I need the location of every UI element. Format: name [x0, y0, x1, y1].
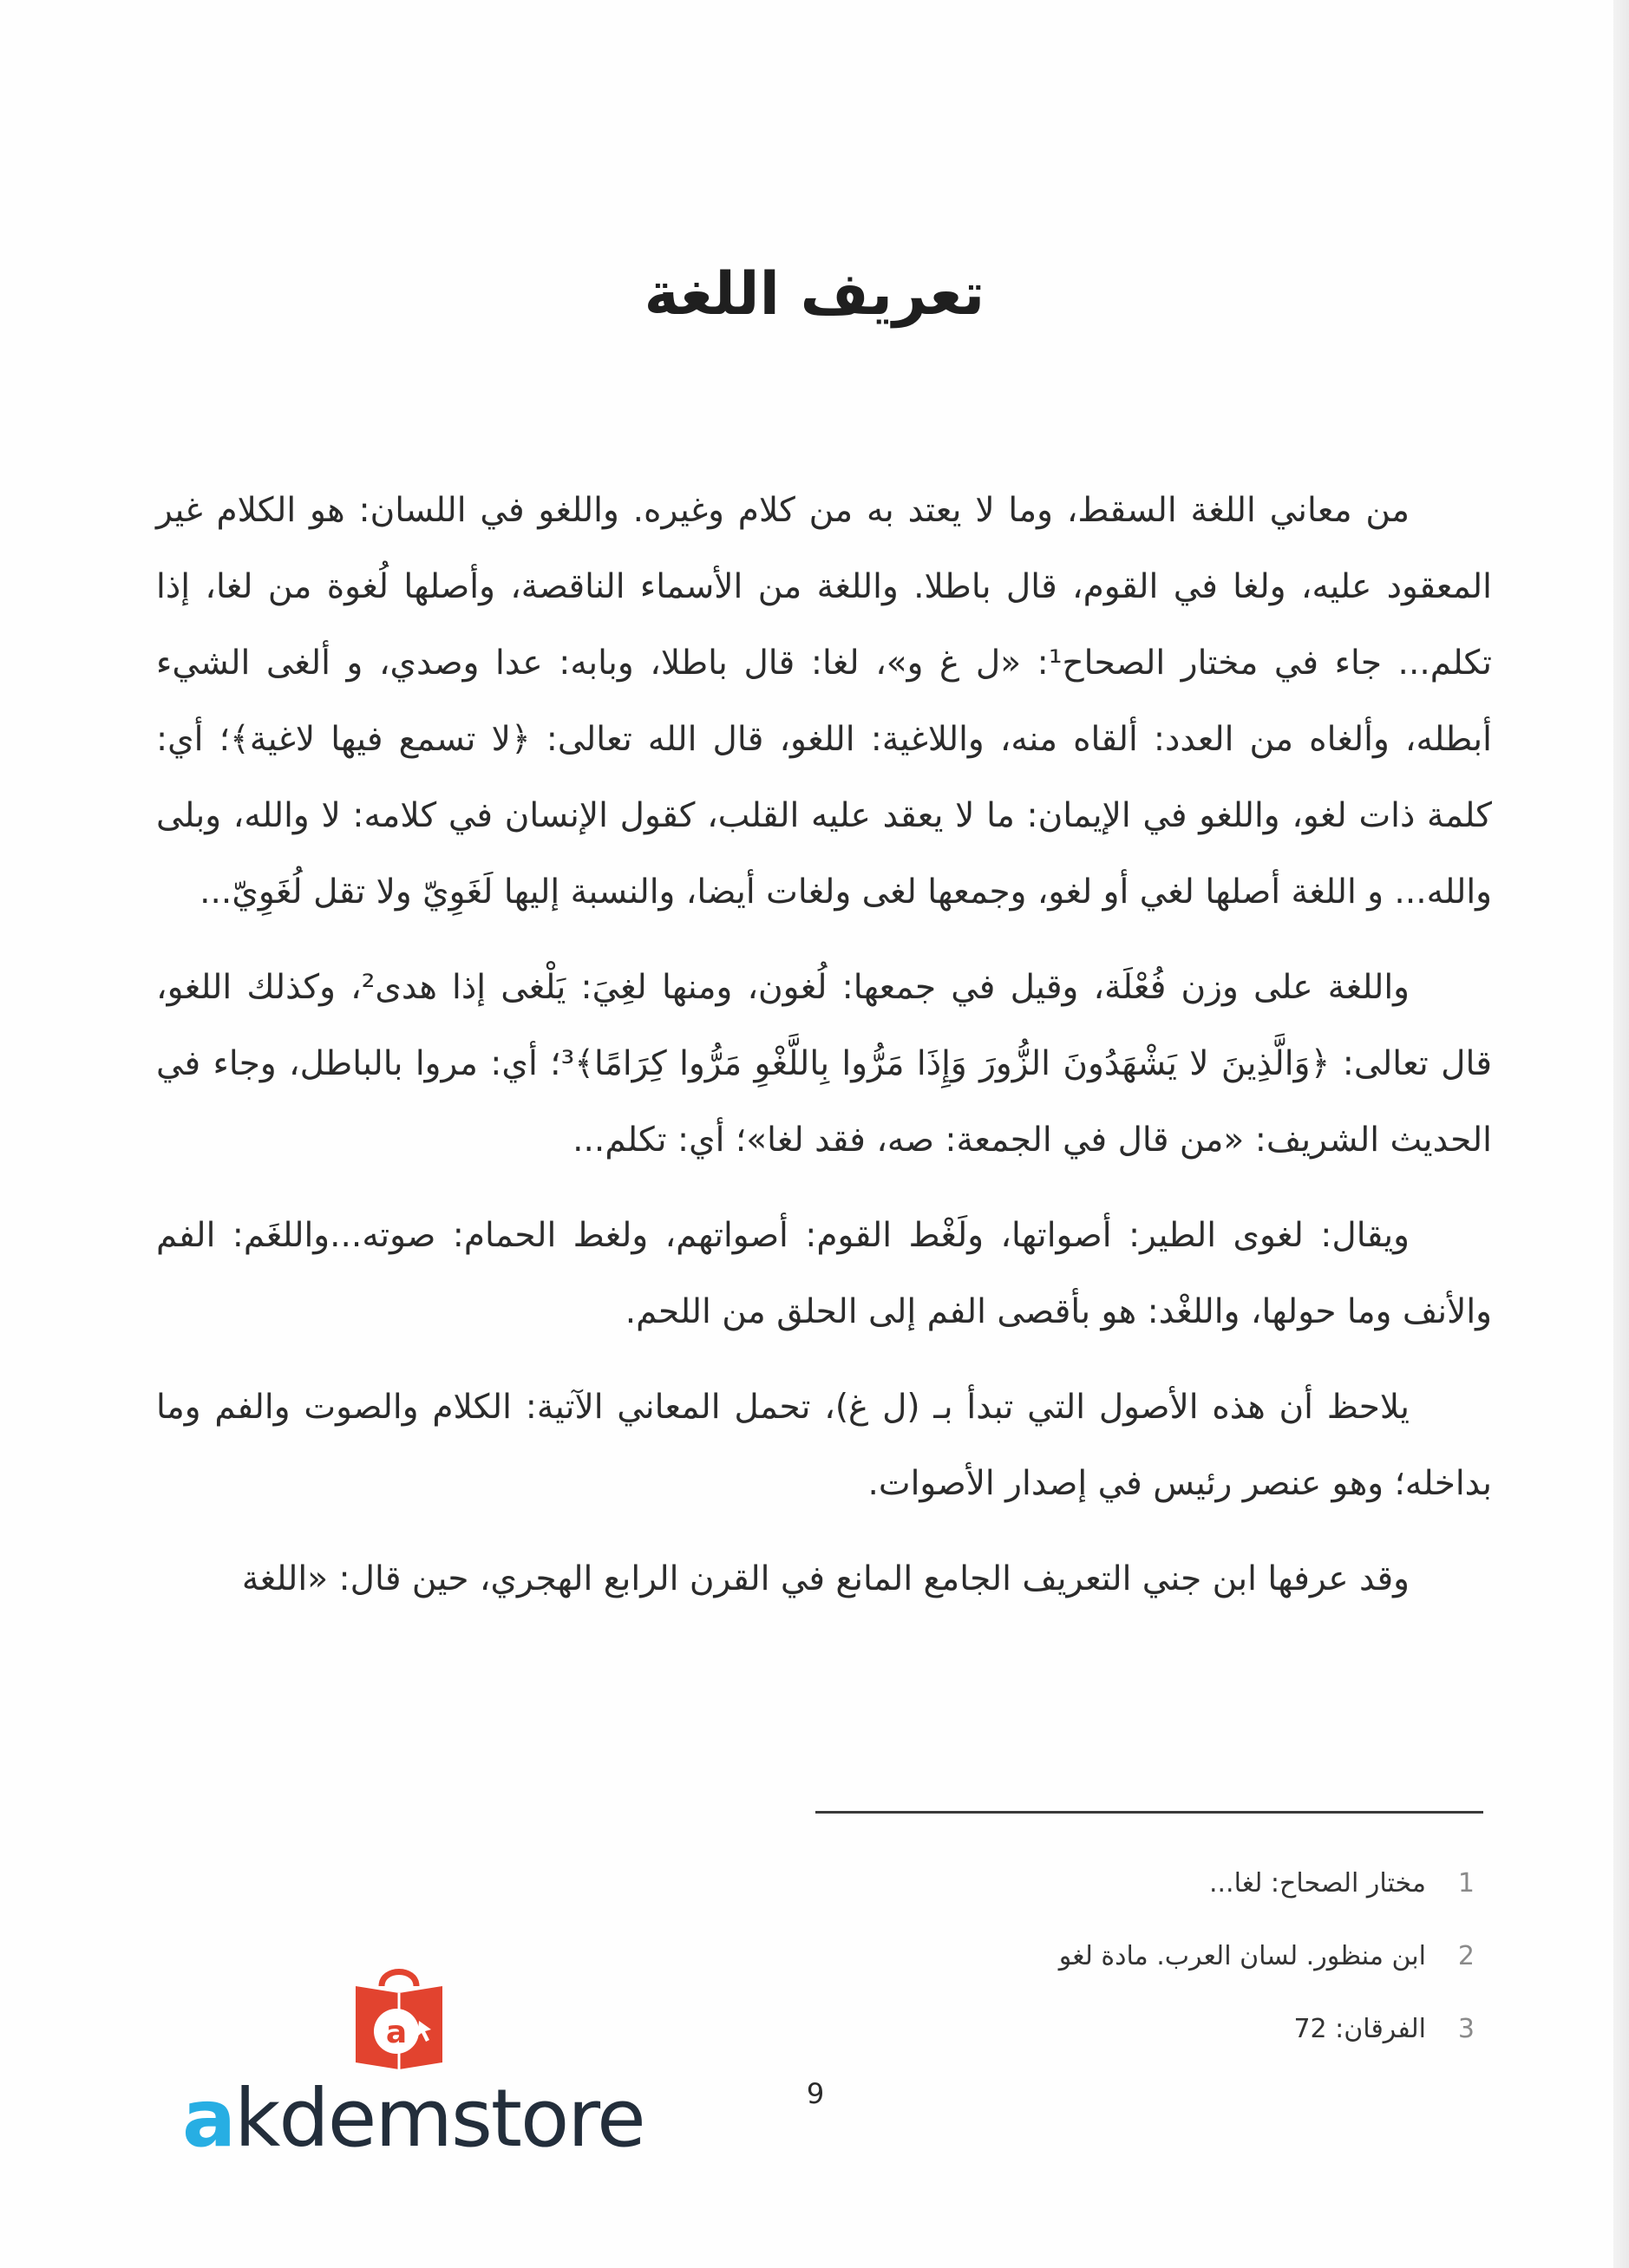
footnotes	[781, 1847, 1475, 2066]
footnote-text: مختار الصحاح: لغا...	[1208, 1868, 1426, 1899]
footnote-text: الفرقان: 72	[1293, 2014, 1426, 2044]
footnote-divider	[815, 1811, 1483, 1814]
paragraph-4: يلاحظ أن هذه الأصول التي تبدأ بـ (ل غ)، تحمل المعاني الآتية: الكلام والصوت والفم وما بداخله؛ وهو عنصر رئيس في إصدار الأصوات.	[156, 1388, 1492, 1503]
body-text	[156, 473, 1492, 1637]
page-number: 9	[806, 2077, 825, 2110]
logo-letter: a	[385, 2015, 408, 2050]
footnote-number: 1	[1457, 1868, 1475, 1899]
page-edge	[1613, 0, 1629, 2268]
logo-word-rest: kdemstore	[234, 2072, 644, 2165]
footnote-text: ابن منظور. لسان العرب. مادة لغو	[1058, 1941, 1426, 1971]
shopping-bag-icon	[343, 1960, 455, 2073]
paragraph-2: واللغة على وزن فُعْلَة، وقيل في جمعها: لُغون، ومنها لغِيَ: يَلْغى إذا هدى²، وكذلك اللغو، قال تعالى: ﴿وَالَّذِينَ لا يَشْهَدُونَ الزُّورَ وَإِذَا مَرُّوا بِاللَّغْوِ مَرُّوا كِرَامًا﴾³؛ أي: مروا بالباطل، وجاء في الحديث الشريف: «من قال في الجمعة: صه، فقد لغا»؛ أي: تكلم...	[156, 968, 1492, 1160]
footnote-3	[781, 1993, 1475, 2066]
footnote-1	[781, 1847, 1475, 1920]
paragraph-5: وقد عرفها ابن جني التعريف الجامع المانع في القرن الرابع الهجري، حين قال: «اللغة	[241, 1559, 1410, 1598]
footnote-2	[781, 1920, 1475, 1993]
store-logo	[182, 1960, 644, 2168]
footnote-number: 3	[1457, 2014, 1475, 2044]
paragraph-1: من معاني اللغة السقط، وما لا يعتد به من كلام وغيره. واللغو في اللسان: هو الكلام غير المعقود عليه، ولغا في القوم، قال باطلا. واللغة من الأسماء الناقصة، وأصلها لُغوة من لغا، إذا تكلم... جاء في مختار الصحاح¹: «ل غ و»، لغا: قال باطلا، وبابه: عدا وصدي، و ألغى الشيء أبطله، وألغاه من العدد: ألقاه منه، واللاغية: اللغو، قال الله تعالى: ﴿لا تسمع فيها لاغية﴾؛ أي: كلمة ذات لغو، واللغو في الإيمان: ما لا يعقد عليه القلب، كقول الإنسان في كلامه: لا والله، وبلى والله... و اللغة أصلها لغي أو لغو، وجمعها لغى ولغات أيضا، والنسبة إليها لَغَوِيّ ولا تقل لُغَوِيّ...	[156, 491, 1492, 912]
paragraph-3: ويقال: لغوى الطير: أصواتها، ولَغْط القوم: أصواتهم، ولغط الحمام: صوته...واللغَم: الفم والأنف وما حولها، واللغْد: هو بأقصى الفم إلى الحلق من اللحم.	[156, 1216, 1492, 1331]
logo-wordmark	[182, 2071, 644, 2167]
logo-word-first: a	[182, 2072, 235, 2165]
footnote-number: 2	[1457, 1941, 1475, 1971]
page-title: تعريف اللغة	[644, 260, 985, 329]
